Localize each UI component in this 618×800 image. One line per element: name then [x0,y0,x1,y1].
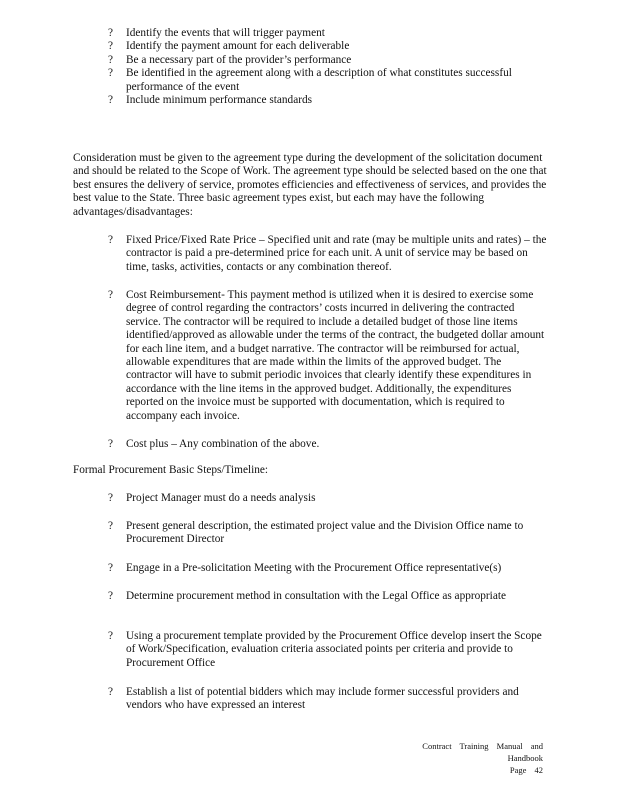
step-item [108,492,548,505]
step-item [108,590,548,603]
step-item [108,630,548,670]
list-item [108,40,528,53]
payment-requirements-list [108,27,528,107]
step-item [108,520,548,547]
agreement-type-text: Cost Reimbursement- This payment method is utilized when it is desired to exercise some degree of control regarding the contractors’ costs incurred in delivering the contracted service. The contractor will be required to include a detailed budget of those line items identified/approved as allowable under the terms of the contract, the budgeted dollar amount for each line item, and a budget narrative. The contractor will be reimbursed for actual, allowable expenditures that are made within the limits of the approved budget. The contractor will have to submit periodic invoices that clearly identify these expenditures in accordance with the line items in the approved budget. Additionally, the expenditures reported on the invoice must be supported with documentation, which is required to accompany each invoice. [126,289,545,422]
step-text: Present general description, the estimated project value and the Division Office name to Procurement Director [126,520,524,546]
page-number: Page 42 [509,765,543,775]
agreement-type-item [108,289,548,423]
list-item [108,27,528,40]
list-item [108,67,528,94]
step-item [108,686,548,713]
footer-title: Contract Training Manual and Handbook [422,741,543,763]
bullet: ? [108,40,114,53]
bullet: ? [108,234,114,246]
agreement-type-item [108,234,548,274]
list-item-text: Identify the payment amount for each deliverable [126,40,350,53]
agreement-type-text: Cost plus – Any combination of the above. [126,438,320,450]
step-text: Project Manager must do a needs analysis [126,492,316,504]
list-item-text: Be a necessary part of the provider’s performance [126,53,352,66]
bullet: ? [108,94,114,107]
page-footer [383,740,543,776]
step-text: Engage in a Pre-solicitation Meeting with the Procurement Office representative(s) [126,562,502,574]
bullet: ? [108,27,114,39]
bullet: ? [108,438,114,450]
list-item-text: Include minimum performance standards [126,94,313,107]
bullet: ? [108,289,114,301]
agreement-type-text: Fixed Price/Fixed Rate Price – Specified unit and rate (may be multiple units and rates) – the contractor is paid a pre-determined price for each unit. A unit of service may be based on time, tasks, activities, contacts or any combination thereof. [126,234,547,273]
list-item-text: Identify the events that will trigger payment [126,27,325,39]
bullet: ? [108,630,114,642]
bullet: ? [108,67,114,80]
bullet: ? [108,562,114,574]
step-text: Determine procurement method in consultation with the Legal Office as appropriate [126,590,506,602]
list-item [108,94,528,107]
bullet: ? [108,53,114,66]
bullet: ? [108,686,114,698]
bullet: ? [108,492,114,504]
step-text: Establish a list of potential bidders which may include former successful providers and vendors who have expressed an interest [126,686,519,712]
step-text: Using a procurement template provided by the Procurement Office develop insert the Scope of Work/Specification, evaluation criteria associated points per criteria and provide to Procurement Office [126,630,542,669]
consideration-paragraph: Consideration must be given to the agreement type during the development of the solicitation document and should be related to the Scope of Work. The agreement type should be selected based on the one that best ensures the delivery of service, promotes efficiencies and effectiveness of services, and provides the best value to the State. Three basic agreement types exist, but each may have the following advantages/disadvantages: [73,152,547,218]
bullet: ? [108,590,114,602]
step-item [108,562,548,575]
list-item-text: Be identified in the agreement along with a description of what constitutes successful performance of the event [126,67,512,93]
list-item [108,54,528,67]
steps-heading: Formal Procurement Basic Steps/Timeline: [73,464,269,476]
agreement-type-item [108,438,548,451]
bullet: ? [108,520,114,532]
